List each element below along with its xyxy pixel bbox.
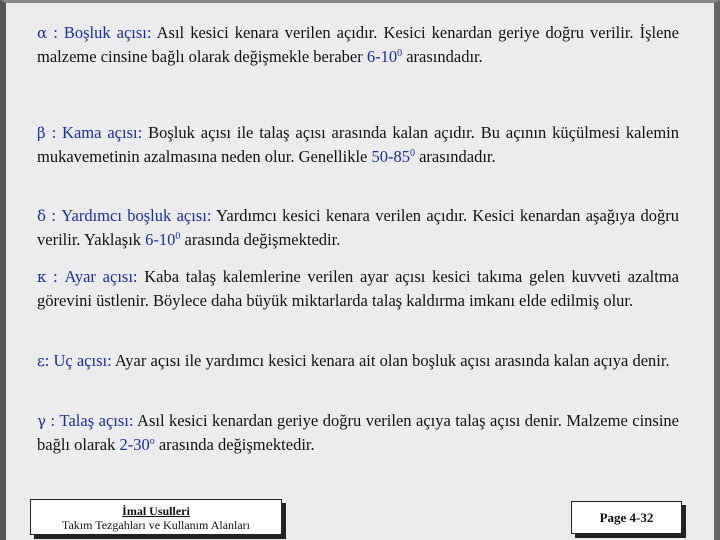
value-range: 6-10 — [145, 230, 176, 249]
footer-subtitle: Takım Tezgahları ve Kullanım Alanları — [61, 518, 251, 532]
paragraph-text: Asıl kesici kenardan geriye doğru verilen açıya talaş açısı denir. Malzeme cinsine bağlı olarak — [37, 411, 680, 454]
paragraph-text: Boşluk açısı ile talaş açısı arasında kalan açıdır. Bu açının küçülmesi kalemin mukavemetinin azalmasına neden olur. Genellikle — [37, 123, 679, 166]
paragraph-text: Yardımcı kesici kenara verilen açıdır. Kesici kenardan aşağıya doğru verilir. Yaklaşık — [37, 206, 679, 249]
value-range: 6-10 — [366, 47, 398, 66]
value-degree: 0 — [175, 231, 181, 242]
value-degree: o — [149, 436, 155, 447]
paragraph-text: Kaba talaş kalemlerine verilen ayar açısı kesici takıma gelen kuvveti azaltma görevini üstlenir. Böylece daha büyük miktarlarda talaş kaldırma imkanı elde edilmiş olur. — [37, 267, 679, 310]
gamma-symbol: γ — [37, 412, 46, 430]
term-bosluk-acisi: : Boşluk açısı: — [47, 23, 152, 42]
footer-course-box — [30, 499, 282, 535]
term-ayar-acisi: : Ayar açısı: — [46, 267, 138, 286]
term-talas-acisi: : Talaş açısı: — [45, 411, 134, 430]
paragraph-epsilon — [37, 349, 679, 373]
paragraph-beta — [37, 121, 679, 169]
value-range: 50-85 — [371, 147, 410, 166]
paragraph-text: Ayar açısı ile yardımcı kesici kenara ait olan boşluk açısı arasında kalan açıya denir. — [111, 351, 670, 370]
paragraph-kappa — [37, 265, 679, 313]
paragraph-text: Asıl kesici kenara verilen açıdır. Kesici kenardan geriye doğru verilir. İşlene malzeme cinsine bağlı olarak değişmekle beraber — [37, 23, 679, 66]
value-degree: 0 — [397, 48, 403, 59]
term-yardimci-bosluk-acisi: : Yardımcı boşluk açısı: — [46, 206, 212, 225]
alpha-symbol: α — [37, 24, 48, 42]
paragraph-text-end: arasındadır. — [414, 147, 496, 166]
paragraph-gamma — [37, 409, 679, 457]
footer-title: İmal Usulleri — [122, 504, 190, 518]
value-range: 2-30 — [119, 435, 150, 454]
paragraph-text-end: arasındadır. — [402, 47, 483, 66]
paragraph-alpha — [37, 21, 679, 69]
epsilon-symbol: ε — [37, 352, 45, 370]
term-kama-acisi: : Kama açısı: — [45, 123, 143, 142]
beta-symbol: β — [37, 124, 46, 142]
delta-symbol: δ — [37, 207, 47, 225]
page-number: Page 4-32 — [599, 510, 654, 525]
paragraph-text-end: arasında değişmektedir. — [180, 230, 341, 249]
kappa-symbol: κ — [37, 268, 47, 286]
paragraph-text-end: arasında değişmektedir. — [154, 435, 315, 454]
page-number-box — [571, 501, 682, 534]
paragraph-delta — [37, 204, 679, 252]
value-degree: 0 — [409, 148, 415, 159]
term-uc-acisi: : Uç açısı: — [44, 351, 112, 370]
